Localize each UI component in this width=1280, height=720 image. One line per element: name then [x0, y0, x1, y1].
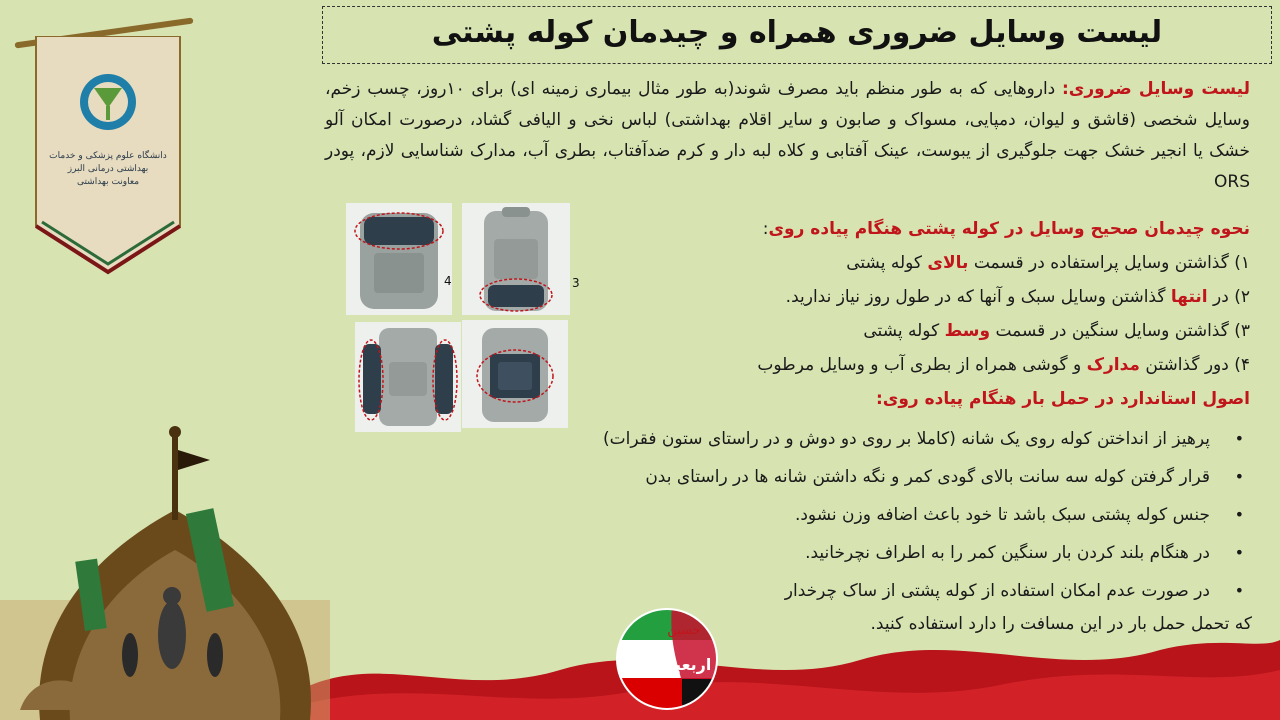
- list-item: [490, 498, 1250, 536]
- list-item-text: قرار گرفتن کوله سه سانت بالای گودی کمر و نگه داشتن شانه ها در راستای بدن: [645, 467, 1210, 487]
- packing-step: [570, 314, 1250, 348]
- step-highlight: انتها: [1170, 287, 1208, 307]
- backpack-bottom-image: [462, 203, 570, 315]
- step-highlight: بالای: [927, 253, 969, 273]
- arbaeen-flag-logo: [612, 604, 722, 714]
- shrine-dome-decoration: [0, 420, 330, 720]
- red-cloth-decoration: [300, 630, 1280, 720]
- list-item: [490, 536, 1250, 574]
- step-highlight: مدارک: [1086, 355, 1140, 375]
- step-text: و گوشی همراه از بطری آب و وسایل مرطوب: [757, 355, 1087, 375]
- pennant-deputy-name: معاونت بهداشتی: [76, 177, 140, 187]
- packing-step: [570, 246, 1250, 280]
- image-label-4: 4: [444, 274, 452, 288]
- intro-label: لیست وسایل ضروری:: [1061, 79, 1251, 99]
- packing-title-suffix: :: [762, 219, 769, 239]
- list-item: [490, 460, 1250, 498]
- flag-logo-bottom-text: اربعین: [660, 655, 712, 674]
- flag-logo-top-text: حسین: [667, 623, 701, 638]
- closing-line: که تحمل حمل بار در این مسافت را دارد استفاده کنید.: [870, 614, 1252, 634]
- intro-paragraph: [325, 74, 1250, 198]
- list-item: [490, 422, 1250, 460]
- intro-text: داروهایی که به طور منظم باید مصرف شوند(به طور مثال بیماری زمینه ای) برای ۱۰روز، چسب زخم، وسایل شخصی (قاشق و لیوان، دمپایی، مسواک و صابون و سایر اقلام بهداشتی) لباس نخی و الیافی گشاد، درصورت امکان آلو خشک یا انجیر خشک جهت جلوگیری از یبوست، عینک آفتابی و کلاه لبه دار و کرم ضدآفتاب، بطری آب، مدارک شناسایی لازم، پودر ORS: [325, 79, 1250, 192]
- step-text: ۴) دور گذاشتن: [1139, 355, 1250, 375]
- bullet-icon: •: [1234, 467, 1244, 486]
- standards-list: [490, 422, 1250, 612]
- bullet-icon: •: [1234, 429, 1244, 448]
- bullet-icon: •: [1234, 581, 1244, 600]
- pennant-university-name: دانشگاه علوم پزشکی و خدمات بهداشتی درمانی البرز: [49, 151, 167, 174]
- step-text: ۱) گذاشتن وسایل پراستفاده در قسمت: [968, 253, 1250, 273]
- packing-title: [570, 212, 1250, 246]
- backpack-middle-image: [462, 320, 568, 428]
- packing-section: [570, 212, 1250, 416]
- title-box: [322, 6, 1272, 64]
- list-item-text: در صورت عدم امکان استفاده از کوله پشتی از ساک چرخدار: [784, 581, 1210, 601]
- list-item: [490, 574, 1250, 612]
- list-item-text: در هنگام بلند کردن بار سنگین کمر را به اطراف نچرخانید.: [805, 543, 1210, 563]
- backpack-sides-image: [355, 322, 461, 432]
- step-text: گذاشتن وسایل سبک و آنها که در طول روز نیاز ندارید.: [785, 287, 1171, 307]
- list-item-text: جنس کوله پشتی سبک باشد تا خود باعث اضافه وزن نشود.: [794, 505, 1210, 525]
- step-text: ۳) گذاشتن وسایل سنگین در قسمت: [990, 321, 1250, 341]
- bullet-icon: •: [1234, 505, 1244, 524]
- backpack-top-image: [346, 203, 452, 315]
- packing-step: [570, 348, 1250, 382]
- standards-title: اصول استاندارد در حمل بار هنگام پیاده روی:: [875, 389, 1250, 409]
- step-text: ۲) در: [1207, 287, 1250, 307]
- packing-title-text: نحوه چیدمان صحیح وسایل در کوله پشتی هنگام پیاده روی: [768, 219, 1250, 239]
- step-text: کوله پشتی: [846, 253, 928, 273]
- page-title: لیست وسایل ضروری همراه و چیدمان کوله پشتی: [431, 15, 1163, 50]
- image-label-3: 3: [572, 276, 580, 290]
- packing-step: [570, 280, 1250, 314]
- step-highlight: وسط: [944, 321, 991, 341]
- pennant-text: [48, 150, 168, 189]
- bullet-icon: •: [1234, 543, 1244, 562]
- step-text: کوله پشتی: [863, 321, 945, 341]
- list-item-text: پرهیز از انداختن کوله روی یک شانه (کاملا بر روی دو دوش و در راستای ستون فقرات): [603, 429, 1210, 449]
